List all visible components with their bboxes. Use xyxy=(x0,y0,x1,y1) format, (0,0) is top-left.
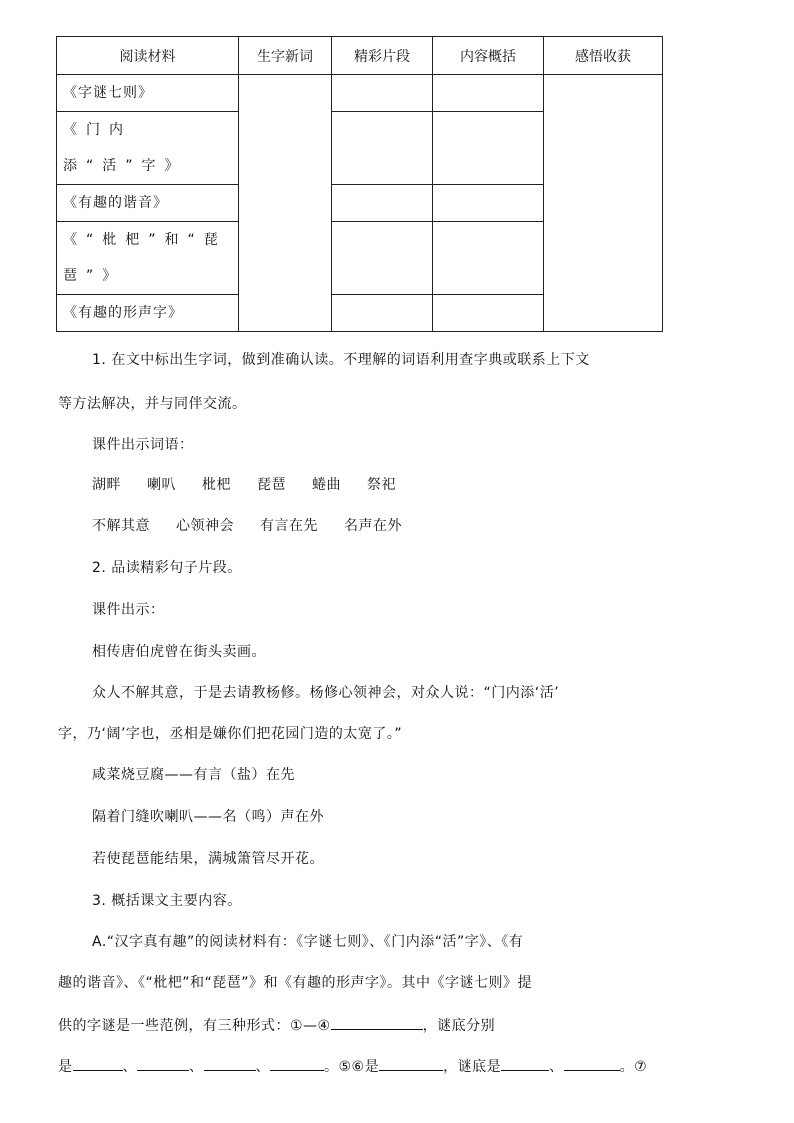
answer-blank[interactable] xyxy=(204,1056,256,1071)
table-cell xyxy=(433,75,544,112)
header-insights: 感悟收获 xyxy=(544,37,663,75)
sentence-2-line2: 字，乃‘阔’字也，丞相是嫌你们把花园门造的太宽了。” xyxy=(58,726,403,742)
table-cell-material: 《字谜七则》 xyxy=(57,75,239,112)
answer-blank[interactable] xyxy=(73,1056,123,1071)
word: 有言在先 xyxy=(260,518,318,534)
sentence-3: 咸菜烧豆腐——有言（盐）在先 xyxy=(92,767,295,783)
word: 喇叭 xyxy=(147,477,176,493)
table-header-row xyxy=(57,37,663,75)
answer-blank[interactable] xyxy=(137,1056,189,1071)
table-cell-material: 《有趣的形声字》 xyxy=(57,295,239,332)
word: 蜷曲 xyxy=(312,477,341,493)
header-reading-material: 阅读材料 xyxy=(57,37,239,75)
answer-blank[interactable] xyxy=(331,1015,423,1030)
section3-a-line4: 是 、 、 、 。⑤⑥是 ，谜底是 、 。⑦ xyxy=(58,1056,647,1076)
header-summary: 内容概括 xyxy=(433,37,544,75)
sentence-2-line1: 众人不解其意，于是去请教杨修。杨修心领神会，对众人说：“门内添‘活’ xyxy=(92,685,560,701)
answer-blank[interactable] xyxy=(379,1056,443,1071)
word: 心领神会 xyxy=(176,518,234,534)
word: 枇杷 xyxy=(202,477,231,493)
table-cell xyxy=(332,222,433,295)
table-cell-new-words xyxy=(239,75,332,332)
section2-title: 2. 品读精彩句子片段。 xyxy=(92,560,242,576)
word: 不解其意 xyxy=(92,518,150,534)
sentence-5: 若使琵琶能结果，满城箫管尽开花。 xyxy=(92,851,324,867)
table-cell-insights xyxy=(544,75,663,332)
word-list-2 xyxy=(92,515,428,535)
table-cell xyxy=(433,295,544,332)
header-highlights: 精彩片段 xyxy=(332,37,433,75)
table-cell xyxy=(332,295,433,332)
table-row xyxy=(57,75,663,112)
word: 琵琶 xyxy=(257,477,286,493)
section1-prompt: 课件出示词语： xyxy=(92,437,194,453)
table-cell xyxy=(433,185,544,222)
table-cell xyxy=(433,222,544,295)
table-cell xyxy=(332,112,433,185)
word: 湖畔 xyxy=(92,477,121,493)
answer-blank[interactable] xyxy=(564,1056,620,1071)
word: 名声在外 xyxy=(344,518,402,534)
sentence-1: 相传唐伯虎曾在街头卖画。 xyxy=(92,644,266,660)
word: 祭祀 xyxy=(367,477,396,493)
table-cell xyxy=(332,185,433,222)
section3-title: 3. 概括课文主要内容。 xyxy=(92,893,242,909)
table-cell xyxy=(433,112,544,185)
table-cell-material: 《“枇杷”和“琵琶”》 xyxy=(57,222,239,295)
section1-line1: 1. 在文中标出生字词，做到准确认读。不理解的词语利用查字典或联系上下文 xyxy=(92,352,590,368)
section3-a-line2: 趣的谐音》、《“枇杷”和“琵琶”》和《有趣的形声字》。其中《字谜七则》提 xyxy=(58,975,533,991)
table-cell xyxy=(332,75,433,112)
section3-a-line3: 供的字谜是一些范例，有三种形式：①—④ ，谜底分别 xyxy=(58,1015,495,1035)
section1-line2: 等方法解决，并与同伴交流。 xyxy=(58,396,247,412)
section2-prompt: 课件出示： xyxy=(92,602,165,618)
word-list-1 xyxy=(92,474,422,494)
sentence-4: 隔着门缝吹喇叭——名（鸣）声在外 xyxy=(92,809,324,825)
table-cell-material: 《门内添“活”字》 xyxy=(57,112,239,185)
header-new-words: 生字新词 xyxy=(239,37,332,75)
section3-a-line1: A.“汉字真有趣”的阅读材料有：《字谜七则》、《门内添“活”字》、《有 xyxy=(92,934,524,950)
answer-blank[interactable] xyxy=(270,1056,324,1071)
table-cell-material: 《有趣的谐音》 xyxy=(57,185,239,222)
answer-blank[interactable] xyxy=(501,1056,549,1071)
reading-table xyxy=(56,36,663,332)
